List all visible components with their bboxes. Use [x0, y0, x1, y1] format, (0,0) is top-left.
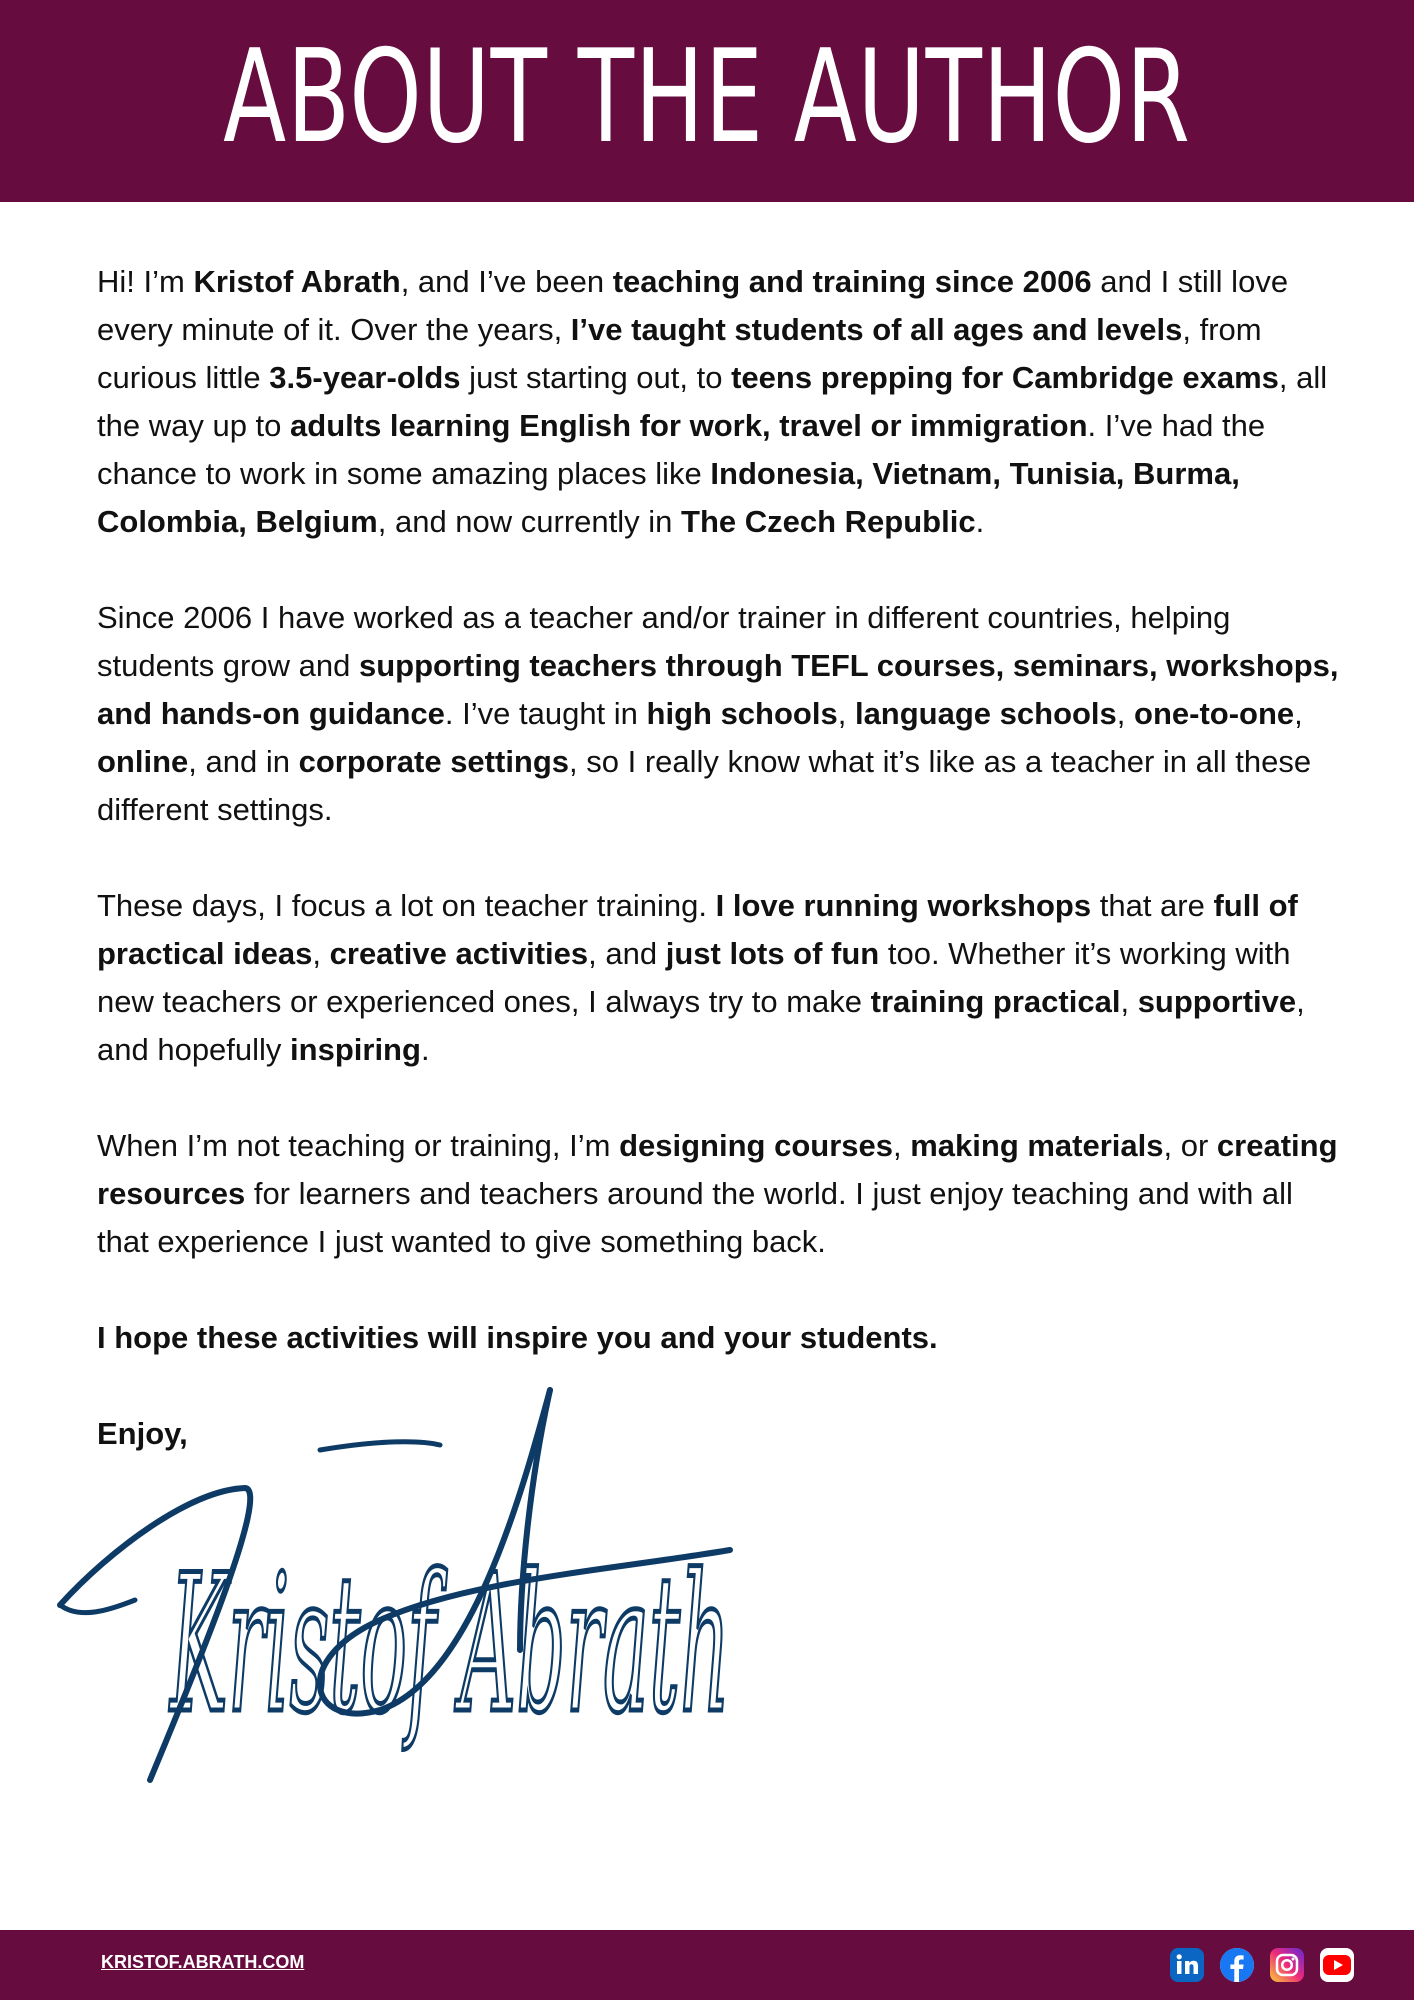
bold-phrase: just lots of fun — [665, 936, 880, 971]
text-run: too. Whether it’s working with new teachers or experienced ones, I always try to make — [97, 936, 1291, 1019]
bold-phrase: teaching and training since 2006 — [612, 264, 1092, 299]
website-link[interactable]: KRISTOF.ABRATH.COM — [101, 1952, 305, 1972]
bio-paragraph-3 — [97, 882, 1345, 1074]
signature-graphic — [50, 1380, 890, 1800]
text-run: that are — [1091, 888, 1214, 923]
text-run: , and I’ve been — [400, 264, 613, 299]
closing-line: I hope these activities will inspire you and your students. — [97, 1320, 938, 1355]
page-footer — [0, 1930, 1414, 2000]
bold-phrase: creating resources — [97, 1128, 1338, 1211]
text-run: , from curious little — [97, 312, 1262, 395]
bold-phrase: online — [97, 744, 189, 779]
bold-phrase: language schools — [854, 696, 1117, 731]
signature-text: Kristof Abrath — [168, 1534, 730, 1755]
text-run: When I’m not teaching or training, I’m — [97, 1128, 620, 1163]
text-run: , and — [588, 936, 666, 971]
bold-phrase: 3.5-year-olds — [269, 360, 461, 395]
bio-paragraph-4 — [97, 1122, 1345, 1266]
bold-phrase: supportive — [1137, 984, 1297, 1019]
author-bio — [97, 258, 1345, 1458]
text-run: Since 2006 I have worked as a teacher and/or trainer in different countries, helping students grow and — [97, 600, 1231, 683]
text-run: , and hopefully — [97, 984, 1305, 1067]
text-run: . I’ve had the chance to work in some amazing places like — [97, 408, 1266, 491]
bold-phrase: one-to-one — [1134, 696, 1295, 731]
text-run: , and now currently in — [377, 504, 682, 539]
youtube-icon[interactable] — [1320, 1948, 1354, 1982]
bio-paragraph-2 — [97, 594, 1345, 834]
bold-phrase: training practical — [870, 984, 1121, 1019]
text-run: , — [1294, 696, 1303, 731]
text-run: These days, I focus a lot on teacher training. — [97, 888, 716, 923]
text-run: . I’ve taught in — [444, 696, 647, 731]
bold-phrase: Kristof Abrath — [193, 264, 401, 299]
text-run: , — [1120, 984, 1138, 1019]
text-run: , so I really know what it’s like as a teacher in all these different settings. — [97, 744, 1312, 827]
text-run: , all the way up to — [97, 360, 1328, 443]
text-run: , — [837, 696, 855, 731]
text-run: , and in — [188, 744, 299, 779]
text-run: , — [1116, 696, 1135, 731]
bio-paragraph-1 — [97, 258, 1345, 546]
instagram-icon[interactable] — [1270, 1948, 1304, 1982]
bold-phrase: teens prepping for Cambridge exams — [731, 360, 1279, 395]
page-title: ABOUT THE AUTHOR — [223, 23, 1191, 172]
text-run: . — [975, 504, 985, 539]
bold-phrase: designing courses — [619, 1128, 893, 1163]
sign-off: Enjoy, — [97, 1416, 188, 1451]
text-run: , — [892, 1128, 911, 1163]
bold-phrase: inspiring — [290, 1032, 421, 1067]
bold-phrase: I love running workshops — [715, 888, 1092, 923]
text-run: , — [312, 936, 330, 971]
page-header — [0, 0, 1414, 202]
bold-phrase: high schools — [646, 696, 838, 731]
text-run: , or — [1163, 1128, 1217, 1163]
text-run: Hi! I’m — [97, 264, 194, 299]
facebook-icon[interactable] — [1220, 1948, 1254, 1982]
bold-phrase: making materials — [910, 1128, 1164, 1163]
text-run: . — [420, 1032, 430, 1067]
bold-phrase: The Czech Republic — [681, 504, 976, 539]
text-run: for learners and teachers around the world. I just enjoy teaching and with all that experience I just wanted to give something back. — [97, 1176, 1293, 1259]
bold-phrase: adults learning English for work, travel or immigration — [290, 408, 1088, 443]
text-run: and I still love every minute of it. Over the years, — [97, 264, 1289, 347]
linkedin-icon[interactable] — [1170, 1948, 1204, 1982]
bold-phrase: full of practical ideas — [97, 888, 1298, 971]
handwritten-signature — [50, 1380, 890, 1800]
bold-phrase: I’ve taught students of all ages and levels — [570, 312, 1183, 347]
bold-phrase: creative activities — [329, 936, 589, 971]
bold-phrase: Indonesia, Vietnam, Tunisia, Burma, Colombia, Belgium — [97, 456, 1240, 539]
bold-phrase: corporate settings — [298, 744, 570, 779]
social-icons — [1170, 1948, 1354, 1982]
bold-phrase: supporting teachers through TEFL courses, seminars, workshops, and hands-on guidance — [97, 648, 1339, 731]
text-run: just starting out, to — [460, 360, 732, 395]
